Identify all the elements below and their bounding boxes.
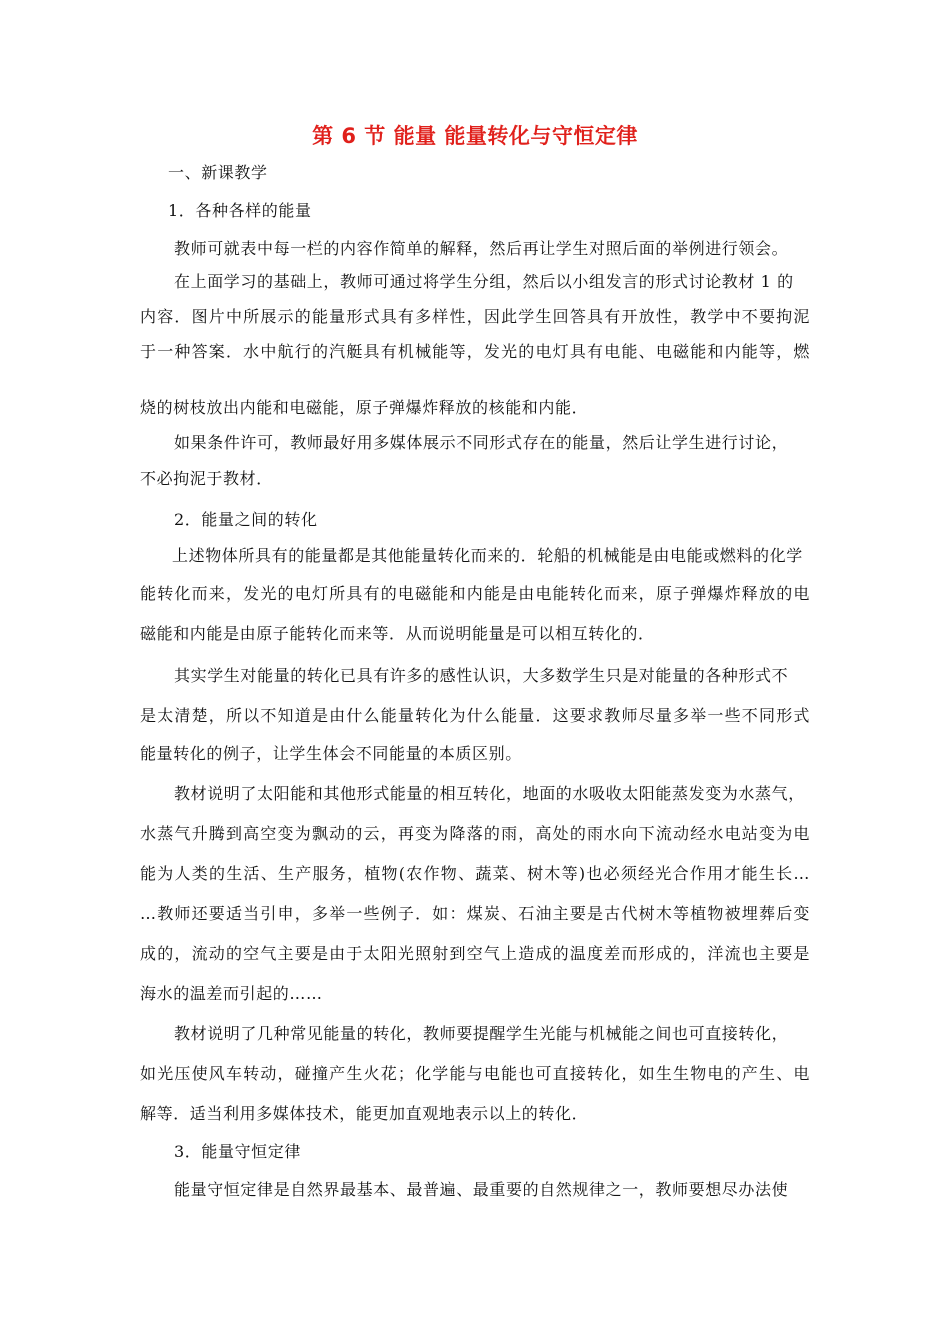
paragraph-line: 水蒸气升腾到高空变为飘动的云，再变为降落的雨，高处的雨水向下流动经水电站变为电 bbox=[140, 824, 810, 843]
paragraph-line: 教师可就表中每一栏的内容作简单的解释，然后再让学生对照后面的举例进行领会。 bbox=[174, 239, 789, 258]
paragraph-line: 海水的温差而引起的…… bbox=[140, 984, 323, 1003]
paragraph-line: 在上面学习的基础上，教师可通过将学生分组，然后以小组发言的形式讨论教材 1 的 bbox=[174, 272, 794, 291]
paragraph-line: 内容．图片中所展示的能量形式具有多样性，因此学生回答具有开放性，教学中不要拘泥 bbox=[140, 307, 810, 326]
page-title: 第 6 节 能量 能量转化与守恒定律 bbox=[312, 124, 638, 148]
paragraph-line: 如光压使风车转动，碰撞产生火花；化学能与电能也可直接转化，如生生物电的产生、电 bbox=[140, 1064, 810, 1083]
paragraph-line: 上述物体所具有的能量都是其他能量转化而来的．轮船的机械能是由电能或燃料的化学 bbox=[172, 546, 803, 565]
paragraph-line: 成的，流动的空气主要是由于太阳光照射到空气上造成的温度差而形成的，洋流也主要是 bbox=[140, 944, 810, 963]
subsection-heading-3: 3．能量守恒定律 bbox=[174, 1142, 301, 1161]
paragraph-line: 磁能和内能是由原子能转化而来等．从而说明能量是可以相互转化的． bbox=[140, 624, 655, 643]
paragraph-line: 教材说明了太阳能和其他形式能量的相互转化，地面的水吸收太阳能蒸发变为水蒸气， bbox=[174, 784, 805, 803]
paragraph-line: …教师还要适当引申，多举一些例子．如：煤炭、石油主要是古代树木等植物被埋葬后变 bbox=[140, 904, 810, 923]
paragraph-line: 其实学生对能量的转化已具有许多的感性认识，大多数学生只是对能量的各种形式不 bbox=[174, 666, 789, 685]
paragraph-line: 不必拘泥于教材． bbox=[140, 469, 273, 488]
paragraph-line: 烧的树枝放出内能和电磁能，原子弹爆炸释放的核能和内能． bbox=[140, 398, 589, 417]
paragraph-line: 如果条件许可，教师最好用多媒体展示不同形式存在的能量，然后让学生进行讨论， bbox=[174, 433, 789, 452]
paragraph-line: 解等．适当利用多媒体技术，能更加直观地表示以上的转化． bbox=[140, 1104, 589, 1123]
paragraph-line: 是太清楚，所以不知道是由什么能量转化为什么能量．这要求教师尽量多举一些不同形式 bbox=[140, 706, 810, 725]
section-heading-new-lesson: 一、新课教学 bbox=[168, 163, 268, 182]
paragraph-line: 能为人类的生活、生产服务，植物(农作物、蔬菜、树木等)也必须经光合作用才能生长… bbox=[140, 864, 810, 883]
paragraph-line: 于一种答案．水中航行的汽艇具有机械能等，发光的电灯具有电能、电磁能和内能等，燃 bbox=[140, 342, 810, 361]
subsection-heading-1: 1．各种各样的能量 bbox=[168, 201, 312, 220]
paragraph-line: 能转化而来，发光的电灯所具有的电磁能和内能是由电能转化而来，原子弹爆炸释放的电 bbox=[140, 584, 810, 603]
paragraph-line: 能量转化的例子，让学生体会不同能量的本质区别。 bbox=[140, 744, 522, 763]
paragraph-line: 教材说明了几种常见能量的转化，教师要提醒学生光能与机械能之间也可直接转化， bbox=[174, 1024, 789, 1043]
subsection-heading-2: 2．能量之间的转化 bbox=[174, 510, 318, 529]
paragraph-line: 能量守恒定律是自然界最基本、最普遍、最重要的自然规律之一，教师要想尽办法使 bbox=[174, 1180, 789, 1199]
